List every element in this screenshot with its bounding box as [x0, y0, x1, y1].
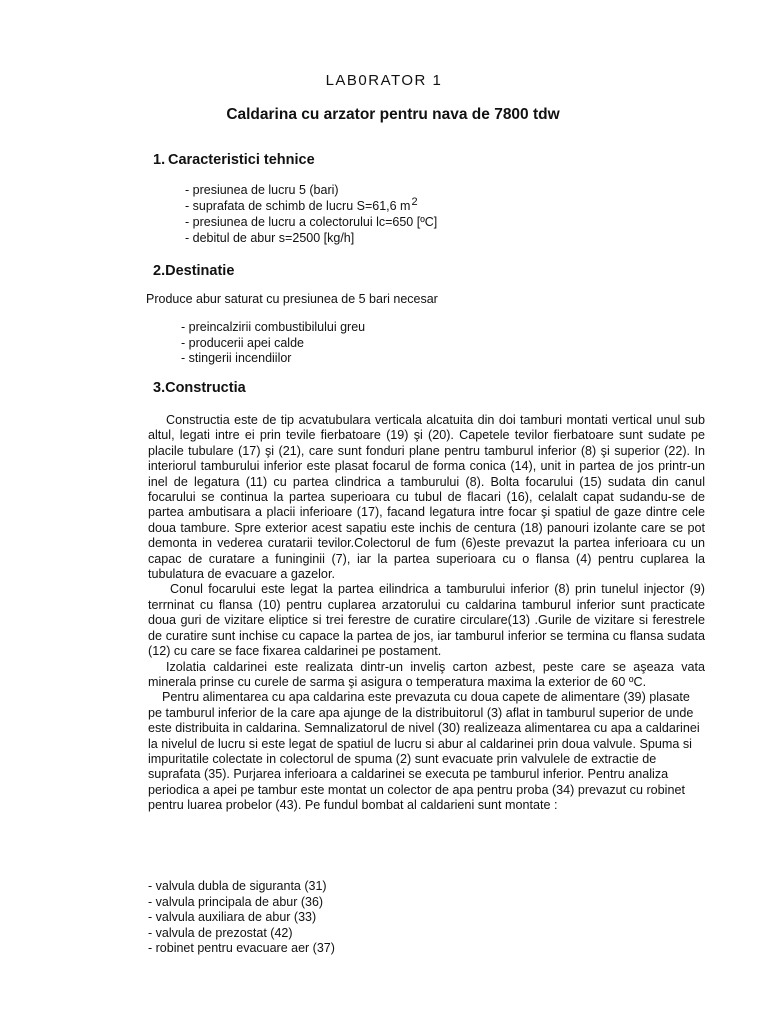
list-item: - robinet pentru evacuare aer (37) — [148, 941, 335, 955]
list-item: - debitul de abur s=2500 [kg/h] — [185, 230, 355, 245]
document-subtitle: Caldarina cu arzator pentru nava de 7800 tdw — [226, 106, 560, 123]
list-item: - producerii apei calde — [181, 335, 304, 350]
list-item: - presiunea de lucru a colectorului lc=650 [ºC] — [185, 215, 438, 229]
destination-list — [181, 320, 365, 367]
section-heading-characteristics: 1. Caracteristici tehnice — [153, 152, 315, 168]
list-item: - valvula principala de abur (36) — [148, 894, 324, 909]
section-heading-construction: 3.Constructia — [153, 380, 246, 396]
list-item: - valvula dubla de siguranta (31) — [148, 879, 327, 893]
paragraph: Pentru alimentarea cu apa caldarina este prevazuta cu doua capete de alimentare (39) plasate pe tamburul inferior de la care apa ajunge de la distribuitorul (3) aflat in tamburul superior de unde este distribuita in caldarina. Semnalizatorul de nivel (30) realizeaza alimentarea cu apa a caldarinei la nivelul de lucru si este legat de spatiul de lucru si abur al caldarinei prin doua valvule. Spuma si impuritatile colectate in colectorul de spuma (2) sunt evacuate prin valvulele de extractie de suprafata (35). Purjarea inferioara a caldarinei se executa pe tamburul inferior. Pentru analiza periodica a apei pe tambur este montat un colector de apa pentru proba (34) prevazut cu robinet pentru luarea probelor (43). Pe fundul bombat al caldarieni sunt montate : — [148, 690, 700, 813]
paragraph: Izolatia caldarinei este realizata dintr-un inveliş carton azbest, peste care se aşeaza vata minerala prinse cu curele de sarma şi asigura o temperatura maxima la exterior de 60 ºC. — [148, 659, 705, 689]
section-heading-destination: 2.Destinatie — [153, 263, 235, 279]
construction-body — [148, 413, 705, 814]
list-item: - valvula auxiliara de abur (33) — [148, 910, 317, 924]
list-item: - stingerii incendiilor — [181, 351, 292, 365]
list-item — [185, 195, 437, 216]
list-item: - presiunea de lucru 5 (bari) — [185, 183, 339, 197]
characteristics-list — [185, 183, 437, 246]
destination-intro: Produce abur saturat cu presiunea de 5 bari necesar — [146, 292, 438, 306]
list-item: - preincalzirii combustibilului greu — [181, 320, 366, 334]
page-title: LAB0RATOR 1 — [325, 72, 443, 89]
paragraph: Conul focarului este legat la partea eilindrica a tamburului inferior (8) prin tunelul injector (9) terrninat cu flansa (10) pentru cuplarea arzatorului cu caldarina tamburul inferior sunt practicate doua guri de vizitare eliptice si trei ferestre de curatire circulare(13) .Gurile de vizitare si ferestrele de curatire sunt inchise cu capace la partea de jos, iar tamburul inferior se termina cu flansa sudata (12) cu care se face fixarea caldarinei pe postament. — [148, 582, 705, 659]
paragraph: Constructia este de tip acvatubulara verticala alcatuita din doi tamburi montati vertical unul sub altul, legati intre ei prin tevile fierbatoare (19) şi (20). Capetele tevilor fierbatoare sunt sudate pe placile tubulare (17) şi (21), care sunt fonduri plane pentru tamburul inferior (8) şi superior (22). In interiorul tamburului inferior este plasat focarul de forma conica (14), unit in partea de jos printr-un inel de legatura (11) cu partea clindrica a tamburului (8). Bolta focarului (15) sudata din canul focarului se continua la partea superioara cu tubul de flacari (16), celalalt capat sudandu-se de partea ambutisara a placii inferioare (17), facand legatura intre focar şi spatiul de gaze dintre cele doua tambure. Spre exterior acest sapatiu este inchis de centura (18) panouri izolante care se pot demonta in vederea curatarii tevilor.Colectorul de fum (6)este prevazut la partea inferioara cu un capac de curatare a funinginii (7), iar la partea superioara cu o flansa (4) pentru cuplarea la tubulatura de evacuare a gazelor. — [148, 413, 705, 582]
list-item: - valvula de prezostat (42) — [148, 925, 293, 940]
valves-list — [148, 879, 335, 957]
superscript: 2 — [411, 195, 418, 208]
list-item-text: - suprafata de schimb de lucru S=61,6 m — [185, 198, 411, 213]
